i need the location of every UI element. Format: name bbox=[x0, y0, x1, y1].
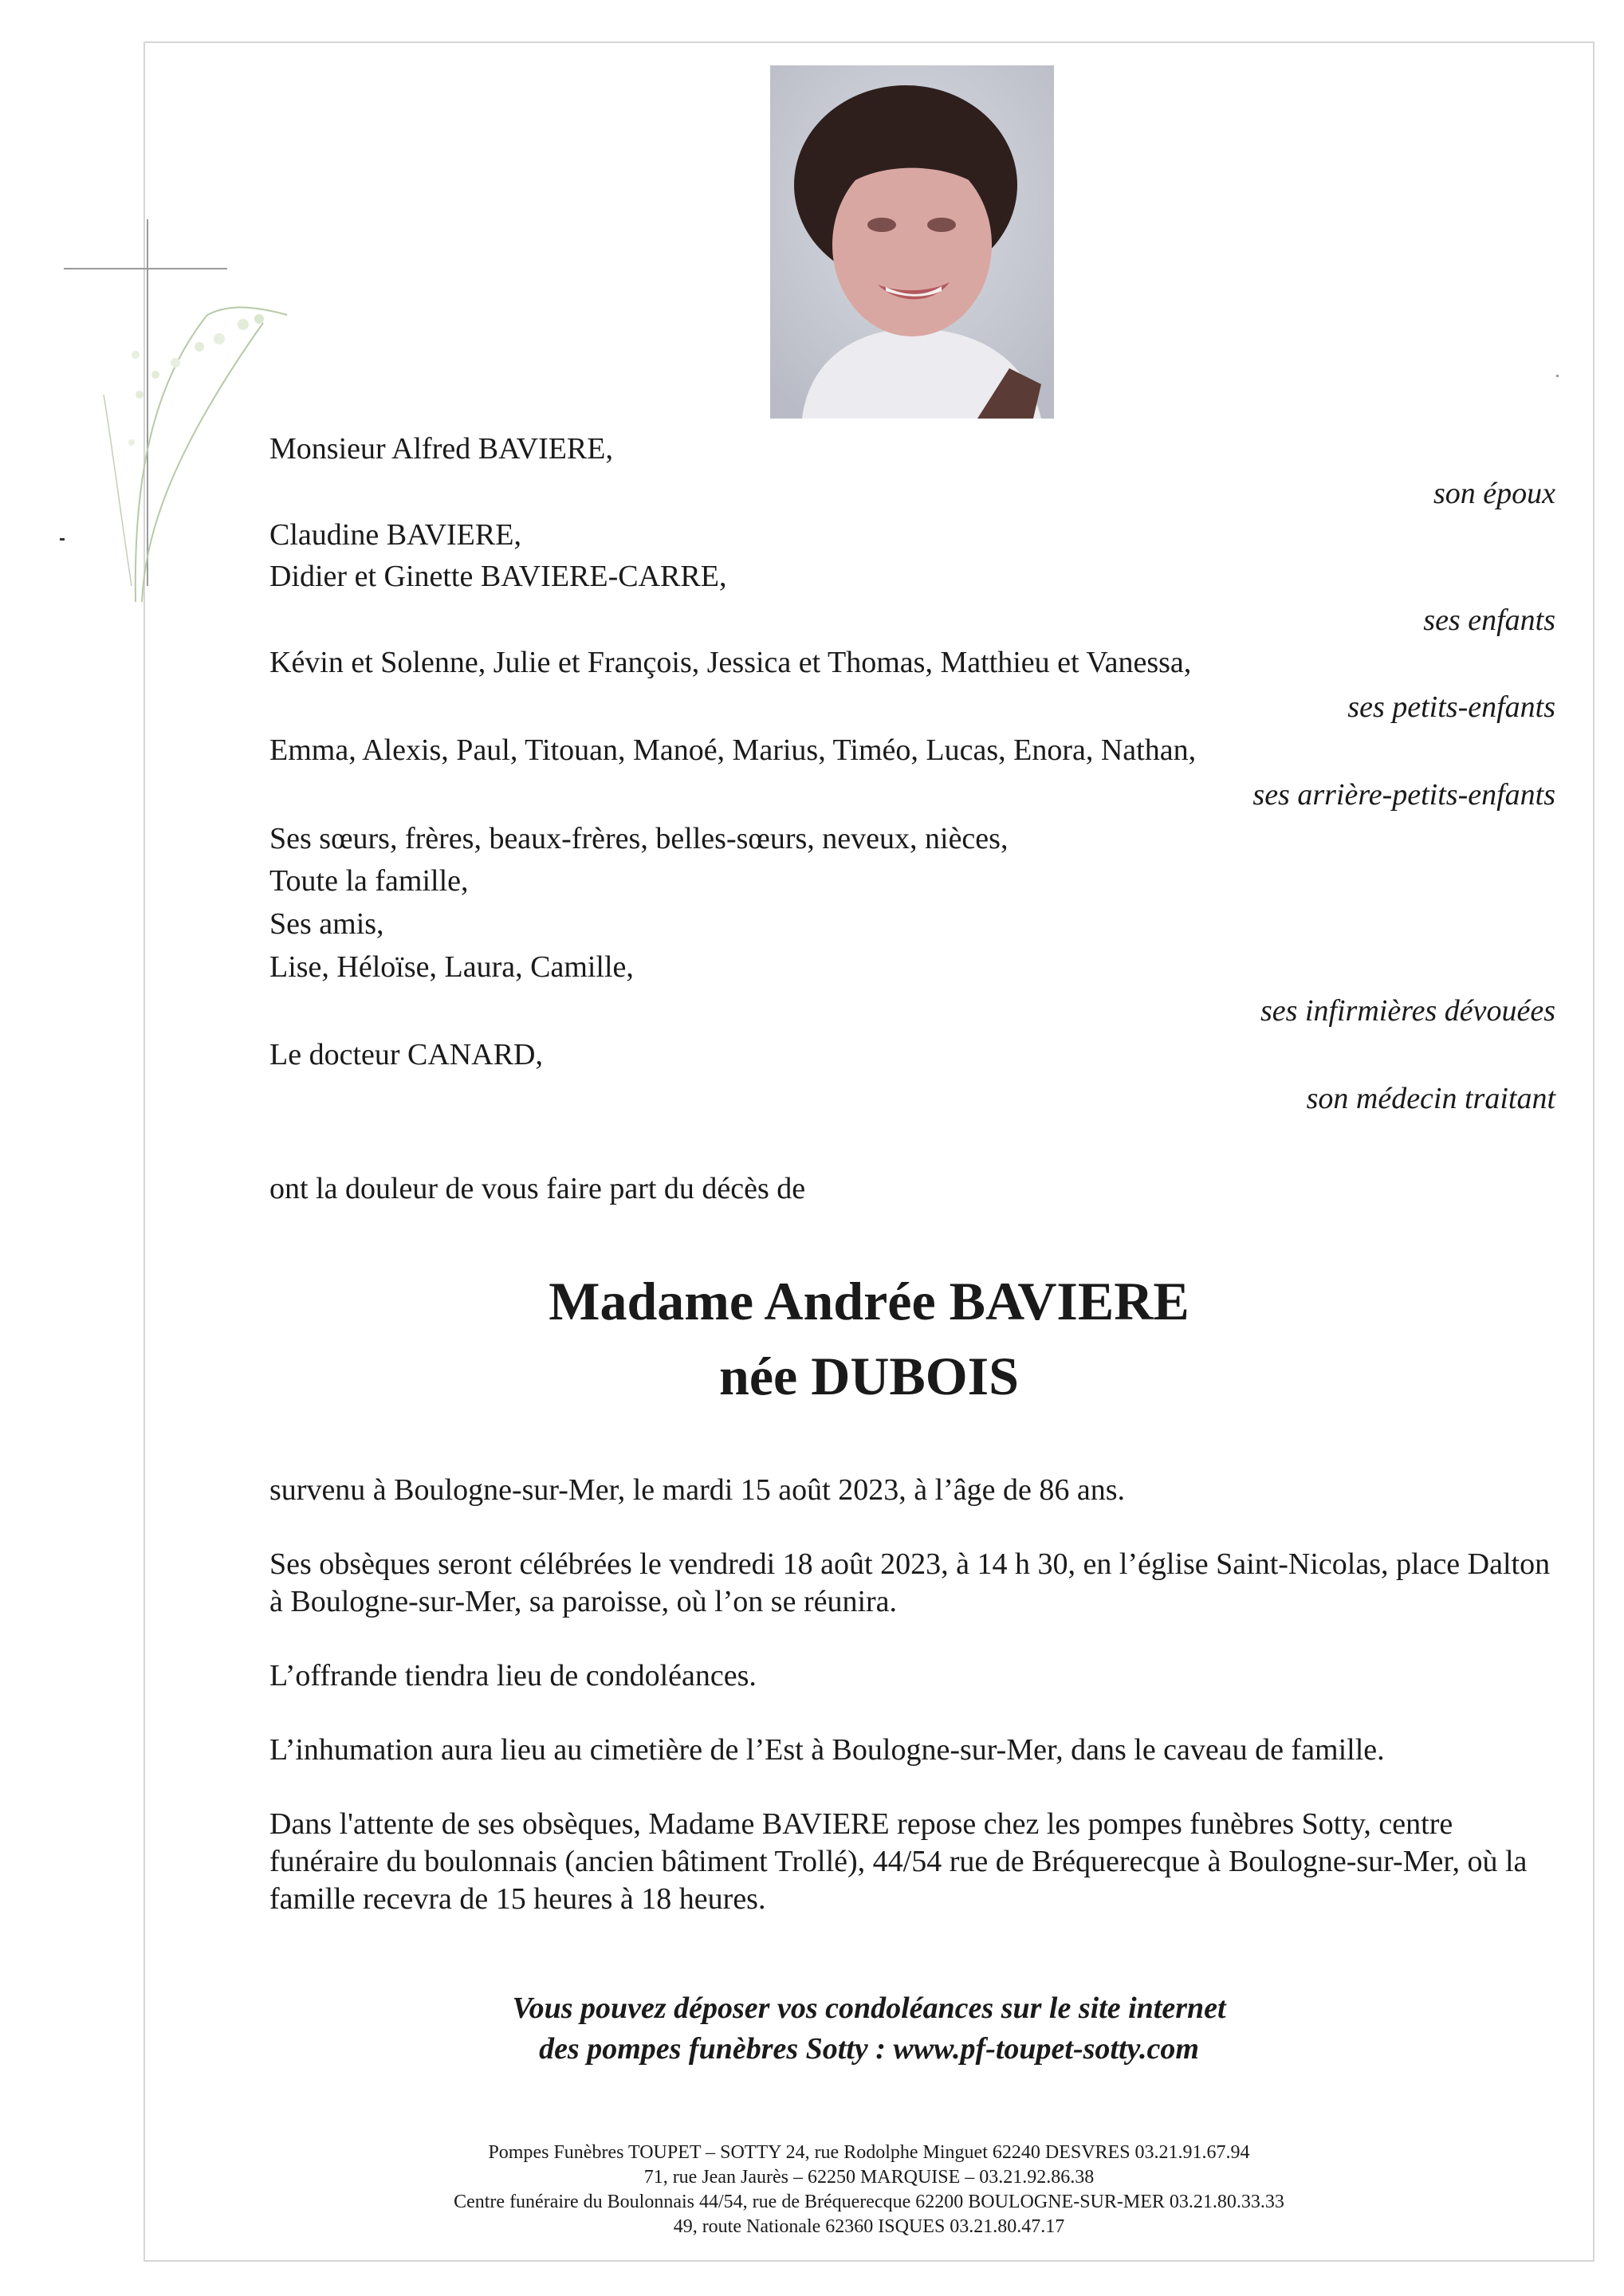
relation-label: son médecin traitant bbox=[1306, 1082, 1555, 1115]
footer-address: 71, rue Jean Jaurès – 62250 MARQUISE – 03.21.92.86.38 bbox=[643, 2167, 1095, 2188]
footer-address: Pompes Funèbres TOUPET – SOTTY 24, rue Rodolphe Minguet 62240 DESVRES 03.21.91.67.94 bbox=[488, 2142, 1250, 2163]
footer-address: Centre funéraire du Boulonnais 44/54, rue de Bréquerecque 62200 BOULOGNE-SUR-MER 03.21.80.33.33 bbox=[454, 2192, 1284, 2212]
deceased-name: Madame Andrée BAVIERE bbox=[549, 1271, 1189, 1331]
condolence-notice-line: Vous pouvez déposer vos condoléances sur le site internet bbox=[512, 1991, 1226, 2025]
relation-label: ses petits-enfants bbox=[1347, 690, 1555, 724]
family-member: Le docteur CANARD, bbox=[269, 1038, 543, 1071]
relation-label: ses infirmières dévouées bbox=[1260, 994, 1555, 1028]
relation-label: ses enfants bbox=[1423, 603, 1555, 637]
condolence-notice-line: des pompes funèbres Sotty : www.pf-toupet-sotty.com bbox=[539, 2032, 1199, 2066]
family-member: Lise, Héloïse, Laura, Camille, bbox=[269, 950, 634, 984]
family-member: Ses amis, bbox=[269, 907, 384, 941]
family-member: Toute la famille, bbox=[269, 864, 469, 898]
scan-speck bbox=[1556, 375, 1559, 377]
family-member: Emma, Alexis, Paul, Titouan, Manoé, Marius, Timéo, Lucas, Enora, Nathan, bbox=[269, 733, 1197, 767]
scan-speck bbox=[60, 538, 65, 541]
rest-location-details: Dans l'attente de ses obsèques, Madame BAVIERE repose chez les pompes funèbres Sotty, centre funéraire du boulonnais (ancien bâtiment Trollé), 44/54 rue de Bréquerecque à Boulogne-sur-Mer, où la famille recevra de 15 heures à 18 heures. bbox=[269, 1807, 1528, 1916]
death-details: survenu à Boulogne-sur-Mer, le mardi 15 août 2023, à l’âge de 86 ans. bbox=[269, 1473, 1126, 1507]
family-member: Didier et Ginette BAVIERE-CARRE, bbox=[269, 560, 727, 593]
footer-address: 49, route Nationale 62360 ISQUES 03.21.80.47.17 bbox=[673, 2216, 1065, 2237]
family-member: Ses sœurs, frères, beaux-frères, belles-sœurs, neveux, nièces, bbox=[269, 822, 1009, 855]
cross-icon bbox=[56, 203, 295, 618]
announcement-text: ont la douleur de vous faire part du décès de bbox=[269, 1172, 806, 1205]
relation-label: son époux bbox=[1433, 477, 1555, 510]
family-member: Claudine BAVIERE, bbox=[269, 518, 521, 552]
funeral-details: Ses obsèques seront célébrées le vendredi 18 août 2023, à 14 h 30, en l’église Saint-Nicolas, place Dalton à Boulogne-sur-Mer, sa paroisse, où l’on se réunira. bbox=[269, 1547, 1551, 1618]
burial-details: L’inhumation aura lieu au cimetière de l’Est à Boulogne-sur-Mer, dans le caveau de famille. bbox=[269, 1733, 1385, 1767]
portrait-photo bbox=[770, 65, 1054, 419]
offering-note: L’offrande tiendra lieu de condoléances. bbox=[269, 1659, 757, 1693]
family-member: Monsieur Alfred BAVIERE, bbox=[269, 432, 613, 466]
relation-label: ses arrière-petits-enfants bbox=[1252, 778, 1555, 812]
deceased-birth-name: née DUBOIS bbox=[719, 1346, 1019, 1406]
family-member: Kévin et Solenne, Julie et François, Jessica et Thomas, Matthieu et Vanessa, bbox=[269, 646, 1192, 679]
